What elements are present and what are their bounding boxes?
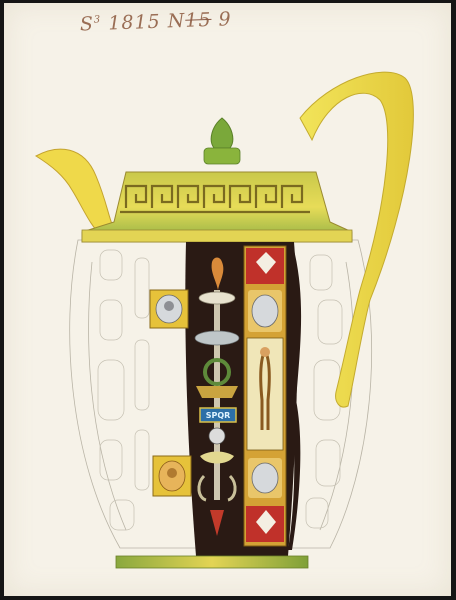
- foot-band: [116, 556, 308, 568]
- annotation-year: 1815: [107, 10, 162, 35]
- annotation-struck-number: 15: [184, 8, 212, 32]
- lid-finial-base: [204, 148, 240, 164]
- lid-finial: [211, 118, 233, 148]
- annotation-number: 9: [218, 8, 232, 31]
- spout: [36, 149, 112, 236]
- annotation-number-label: N: [167, 9, 186, 33]
- cameo-left-top: [150, 290, 188, 328]
- spqr-badge-text: SPQR: [205, 411, 231, 420]
- cameo-left-bottom: [153, 456, 191, 496]
- annotation-superscript: 3: [93, 14, 102, 26]
- annotation-prefix: S: [79, 13, 95, 36]
- lid-rim: [82, 230, 352, 242]
- ornament-strip: [244, 246, 286, 546]
- pencil-medallions-left: [98, 250, 149, 530]
